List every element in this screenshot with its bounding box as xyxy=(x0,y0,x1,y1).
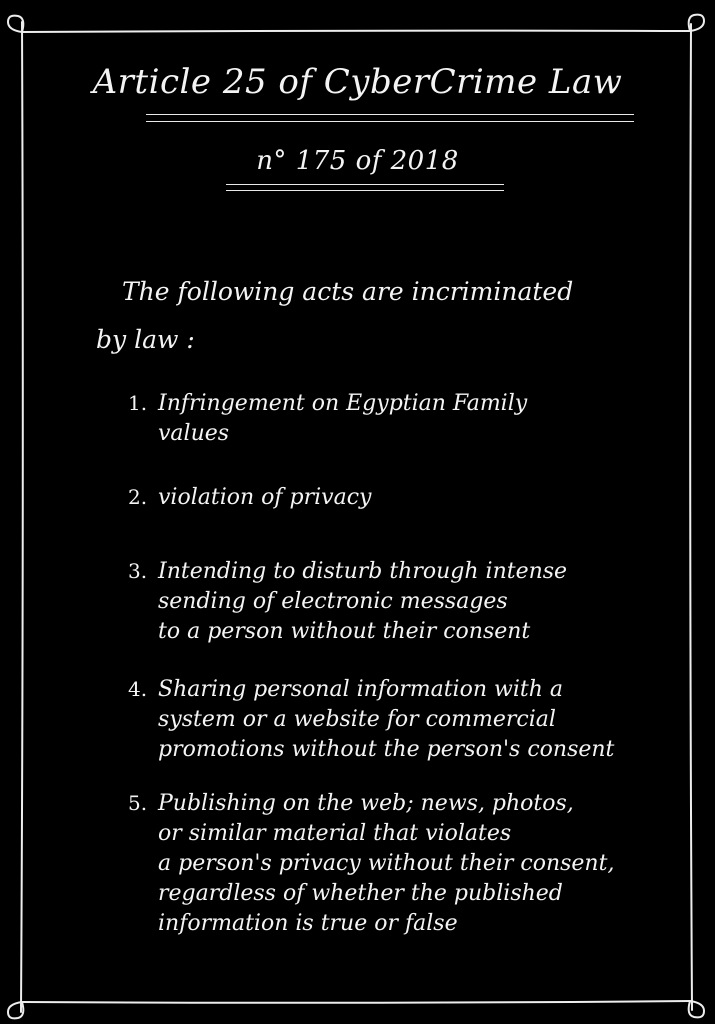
document-subtitle: n° 175 of 2018 xyxy=(256,146,459,176)
list-item xyxy=(128,482,688,513)
list-item-text: system or a website for commercial xyxy=(158,707,556,732)
list-item-text: Publishing on the web; news, photos, xyxy=(158,791,574,816)
list-item-text: regardless of whether the published xyxy=(158,881,563,906)
list-item-text: violation of privacy xyxy=(158,485,372,510)
title-underline-bottom xyxy=(146,121,634,122)
intro-paragraph xyxy=(96,268,656,364)
document-title: Article 25 of CyberCrime Law xyxy=(92,62,623,102)
list-item-number: 1. xyxy=(128,391,148,415)
subtitle-underline-top xyxy=(226,184,504,185)
list-item xyxy=(128,788,688,939)
list-item-text: Sharing personal information with a xyxy=(158,677,563,702)
list-item-text: a person's privacy without their consent, xyxy=(158,851,615,876)
list-item-text: information is true or false xyxy=(158,911,458,936)
subtitle-underline-bottom xyxy=(226,190,504,191)
list-item-number: 5. xyxy=(128,791,148,815)
list-item-text: promotions without the person's consent xyxy=(158,737,615,762)
list-item xyxy=(128,388,688,449)
list-item-number: 3. xyxy=(128,559,148,583)
list-item-text: values xyxy=(158,421,230,446)
list-item-number: 4. xyxy=(128,677,148,701)
list-item xyxy=(128,674,688,765)
list-item-text: sending of electronic messages xyxy=(158,589,508,614)
list-item-number: 2. xyxy=(128,485,148,509)
list-item xyxy=(128,556,688,647)
list-item-text: or similar material that violates xyxy=(158,821,512,846)
intro-line-1: The following acts are incriminated xyxy=(122,277,574,306)
list-item-text: Infringement on Egyptian Family xyxy=(158,391,528,416)
list-item-text: Intending to disturb through intense xyxy=(158,559,568,584)
intro-line-2: by law : xyxy=(96,325,195,354)
title-underline-top xyxy=(146,114,634,115)
list-item-text: to a person without their consent xyxy=(158,619,531,644)
